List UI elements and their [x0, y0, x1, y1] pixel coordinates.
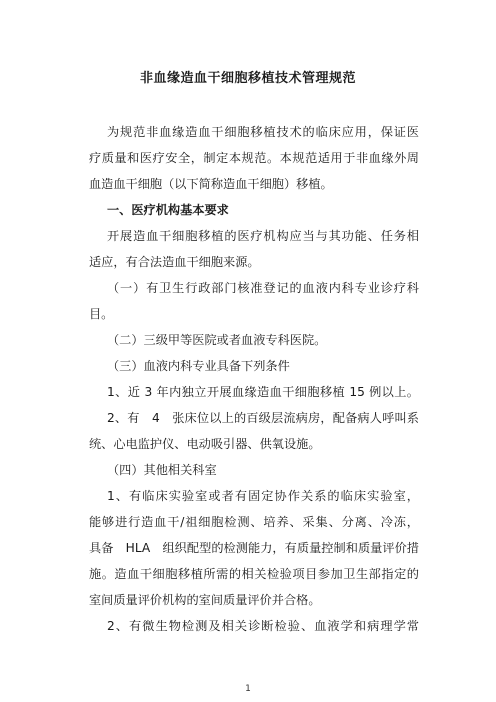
paragraph-line: 血造血干细胞（以下简称造血干细胞）移植。: [89, 177, 333, 191]
paragraph-line: 疗质量和医疗安全，制定本规范。本规范适用于非血缘外周: [89, 151, 419, 165]
paragraph-line: 1、近 3 年内独立开展血缘造血干细胞移植 15 例以上。: [107, 385, 419, 399]
paragraph-line: （三）血液内科专业具备下列条件: [107, 359, 290, 373]
section-heading: 一、医疗机构基本要求: [107, 203, 229, 217]
paragraph-line: 能够进行造血干/祖细胞检测、培养、采集、分离、冷冻，: [89, 515, 419, 529]
paragraph-line: 开展造血干细胞移植的医疗机构应当与其功能、任务相: [107, 229, 419, 243]
document-title: 非血缘造血干细胞移植技术管理规范: [139, 71, 356, 86]
paragraph-line: 2、有 4 张床位以上的百级层流病房，配备病人呼叫系: [107, 411, 419, 425]
paragraph-line: 1、有临床实验室或者有固定协作关系的临床实验室，: [107, 489, 419, 503]
paragraph-line: 统、心电监护仪、电动吸引器、供氧设施。: [89, 437, 321, 451]
paragraph-line: 施。造血干细胞移植所需的相关检验项目参加卫生部指定的: [89, 567, 419, 581]
paragraph-line: 适应，有合法造血干细胞来源。: [89, 255, 260, 269]
paragraph-line: 室间质量评价机构的室间质量评价并合格。: [89, 593, 321, 607]
paragraph-line: （四）其他相关科室: [107, 463, 217, 477]
paragraph-line: 目。: [89, 307, 114, 321]
paragraph-line: 2、有微生物检测及相关诊断检验、血液学和病理学常: [107, 619, 419, 633]
paragraph-line: 为规范非血缘造血干细胞移植技术的临床应用，保证医: [107, 125, 419, 139]
paragraph-line: （二）三级甲等医院或者血液专科医院。: [107, 333, 327, 347]
page-number: 1: [245, 684, 251, 694]
paragraph-line: （一）有卫生行政部门核准登记的血液内科专业诊疗科: [107, 281, 419, 295]
paragraph-line: 具备 HLA 组织配型的检测能力，有质量控制和质量评价措: [89, 541, 419, 555]
